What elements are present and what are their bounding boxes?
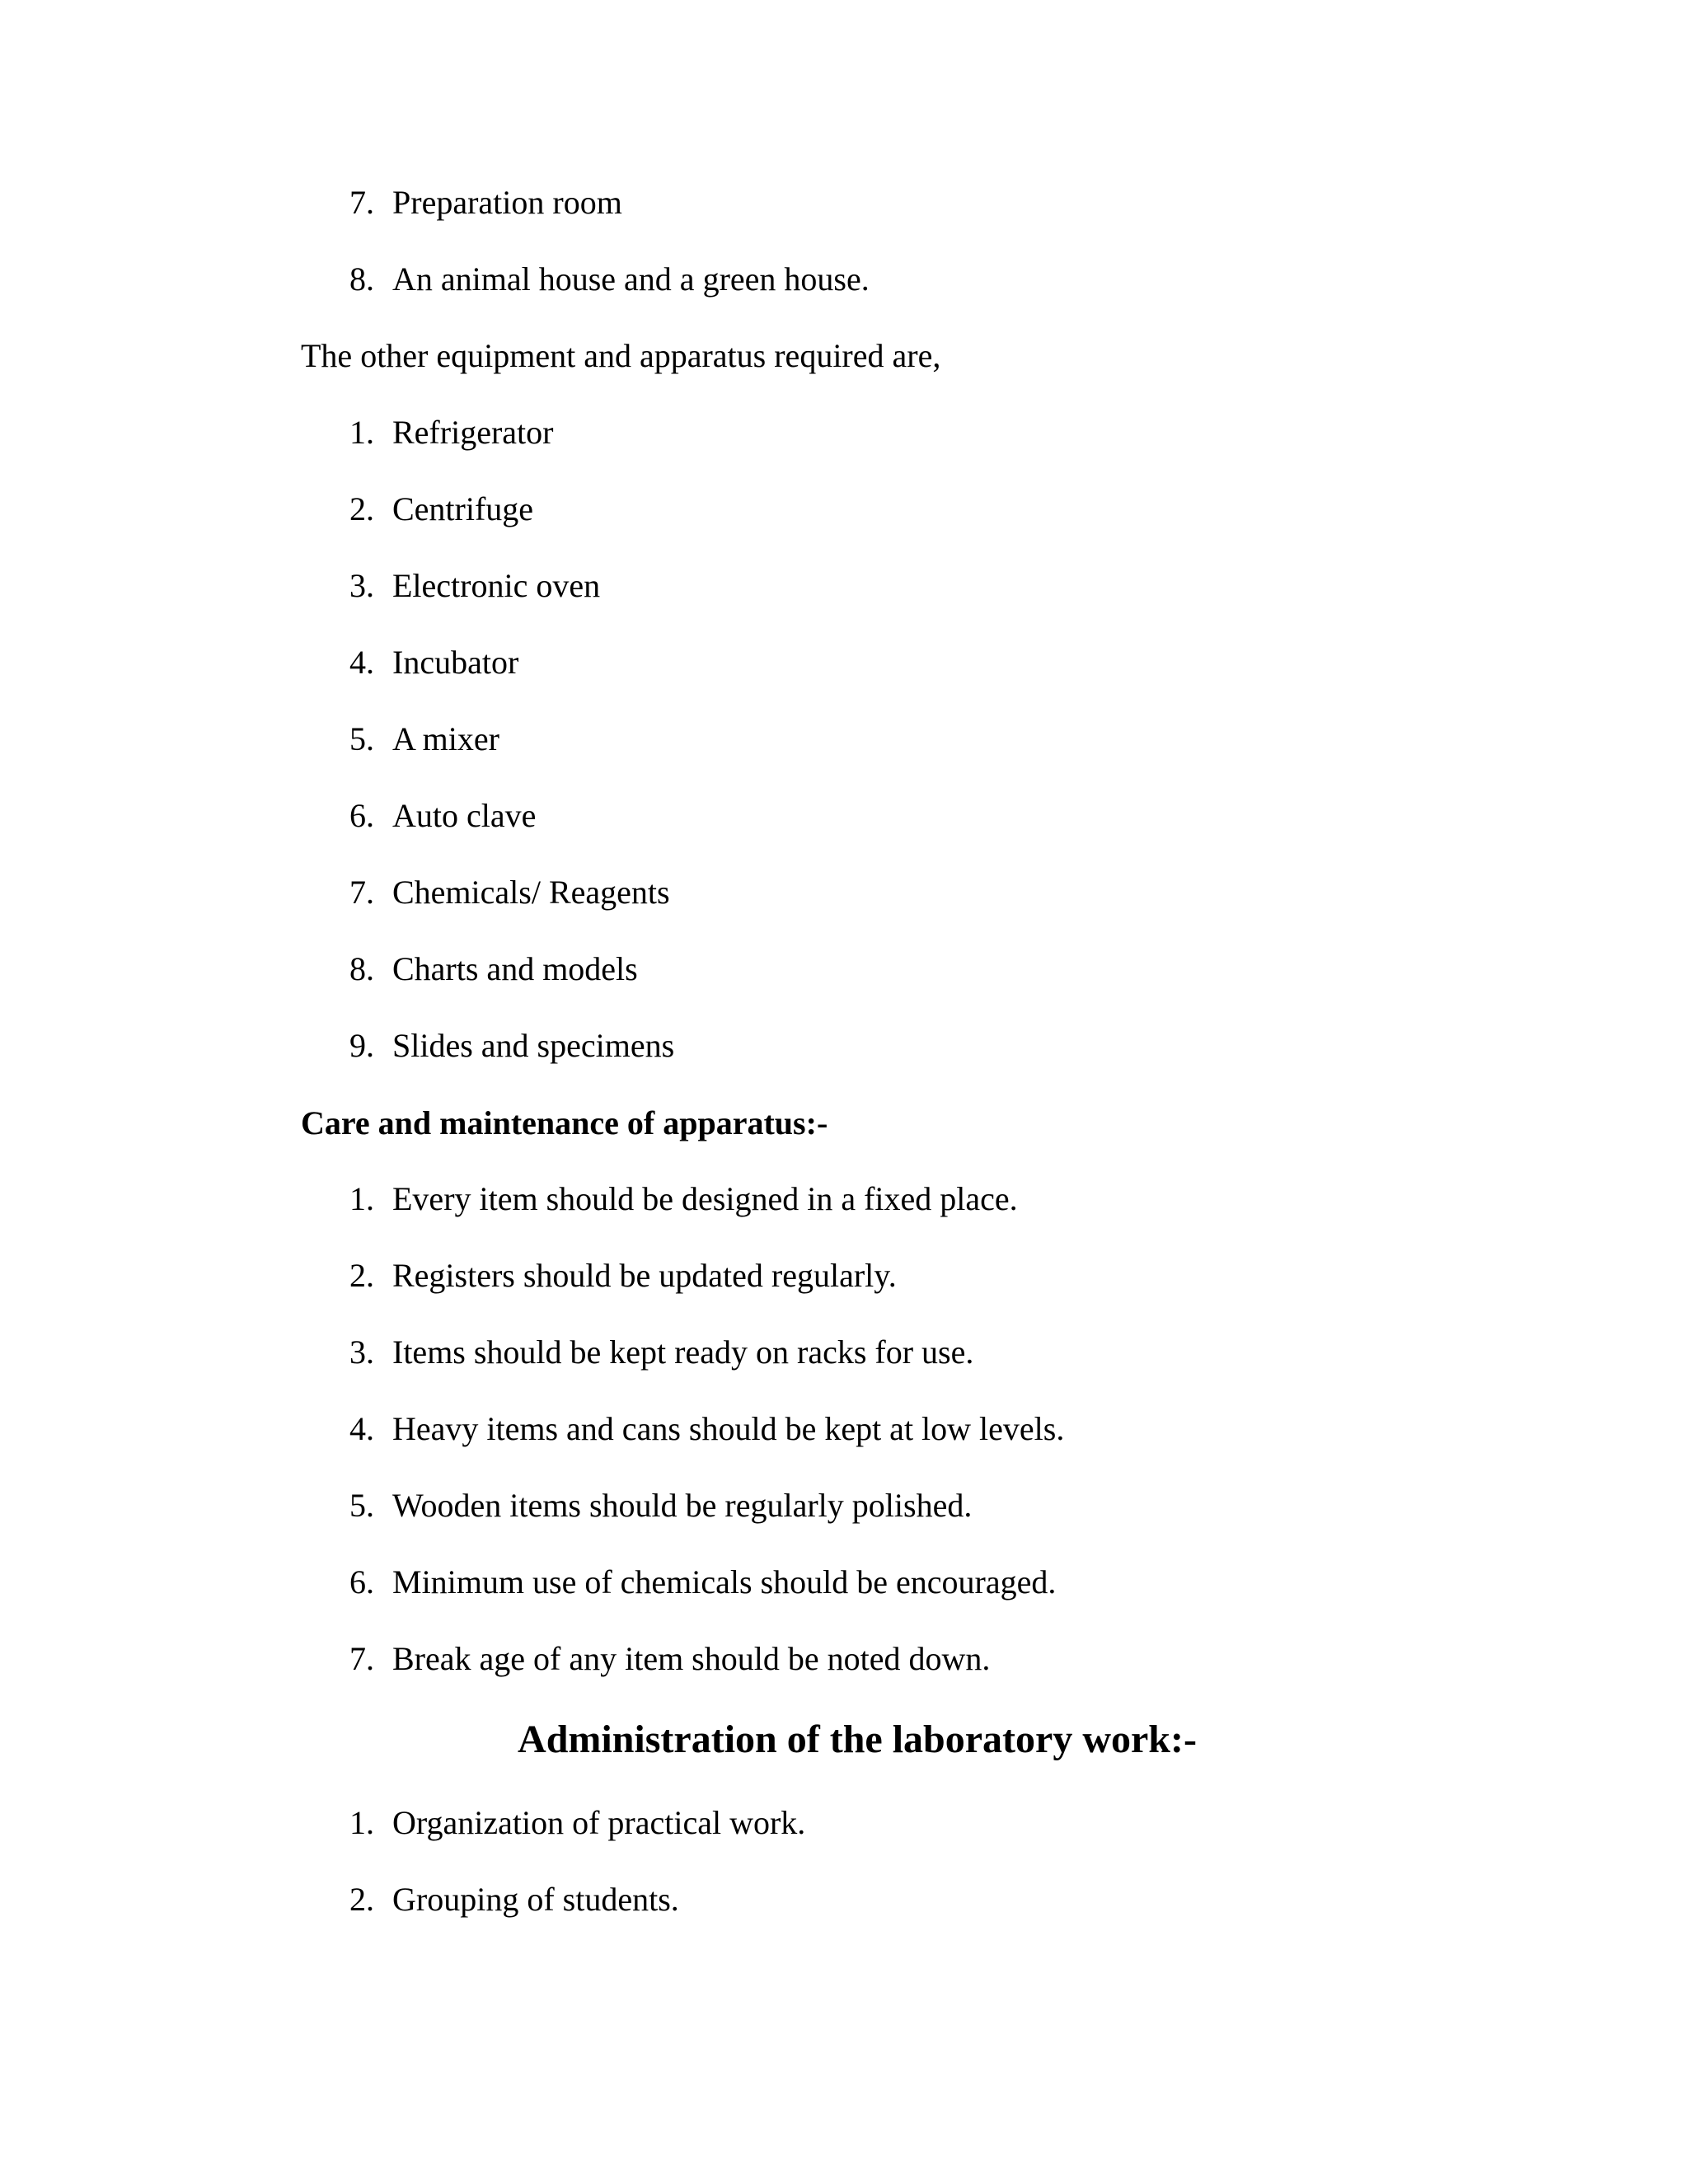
list-text: Organization of practical work. (392, 1804, 806, 1841)
list-item (330, 949, 1484, 989)
admin-heading: Administration of the laboratory work:- (518, 1718, 1197, 1761)
list-number: 2. (349, 1257, 374, 1294)
list-item (330, 1333, 1484, 1372)
list-number: 3. (349, 1333, 374, 1371)
list-text: Chemicals/ Reagents (392, 874, 670, 911)
list-item (330, 413, 1484, 452)
list-item (330, 1486, 1484, 1526)
list-text: Charts and models (392, 950, 638, 987)
list-item (330, 1256, 1484, 1296)
list-number: 4. (349, 644, 374, 681)
list-text: Refrigerator (392, 414, 554, 451)
list-text: Preparation room (392, 184, 622, 221)
list-text: An animal house and a green house. (392, 260, 870, 298)
care-heading: Care and maintenance of apparatus:- (301, 1104, 828, 1141)
list-number: 1. (349, 1804, 374, 1841)
list-number: 6. (349, 1563, 374, 1601)
list-item (330, 1639, 1484, 1679)
list-number: 6. (349, 797, 374, 834)
list-text: Wooden items should be regularly polished. (392, 1487, 973, 1524)
list-number: 4. (349, 1410, 374, 1447)
list-text: Break age of any item should be noted down. (392, 1640, 991, 1677)
list-text: A mixer (392, 720, 499, 757)
list-number: 7. (349, 184, 374, 221)
list-number: 3. (349, 567, 374, 604)
list-text: Minimum use of chemicals should be encouraged. (392, 1563, 1057, 1601)
list-number: 9. (349, 1027, 374, 1064)
list-text: Electronic oven (392, 567, 601, 604)
list-number: 8. (349, 950, 374, 987)
list-text: Centrifuge (392, 490, 534, 527)
list-item (330, 1409, 1484, 1449)
list-item (330, 873, 1484, 912)
list-text: Auto clave (392, 797, 537, 834)
list-item (330, 1880, 1484, 1919)
list-text: Every item should be designed in a fixed place. (392, 1180, 1018, 1217)
list-text: Heavy items and cans should be kept at low levels. (392, 1410, 1065, 1447)
list-item (330, 1179, 1484, 1219)
list-number: 7. (349, 1640, 374, 1677)
list-number: 2. (349, 1881, 374, 1918)
list-number: 2. (349, 490, 374, 527)
list-item (330, 260, 1484, 299)
list-number: 5. (349, 720, 374, 757)
list-item (330, 1563, 1484, 1602)
list-number: 8. (349, 260, 374, 298)
list-item (330, 566, 1484, 606)
list-item (330, 796, 1484, 836)
list-number: 1. (349, 1180, 374, 1217)
list-item (330, 1803, 1484, 1843)
list-text: Grouping of students. (392, 1881, 679, 1918)
list-item (330, 183, 1484, 223)
list-number: 1. (349, 414, 374, 451)
equipment-intro: The other equipment and apparatus required are, (301, 337, 941, 374)
list-text: Registers should be updated regularly. (392, 1257, 897, 1294)
list-text: Incubator (392, 644, 519, 681)
list-item (330, 1026, 1484, 1066)
list-item (330, 490, 1484, 529)
list-item (330, 719, 1484, 759)
list-number: 5. (349, 1487, 374, 1524)
list-number: 7. (349, 874, 374, 911)
list-item (330, 643, 1484, 682)
list-text: Items should be kept ready on racks for use. (392, 1333, 974, 1371)
list-text: Slides and specimens (392, 1027, 675, 1064)
